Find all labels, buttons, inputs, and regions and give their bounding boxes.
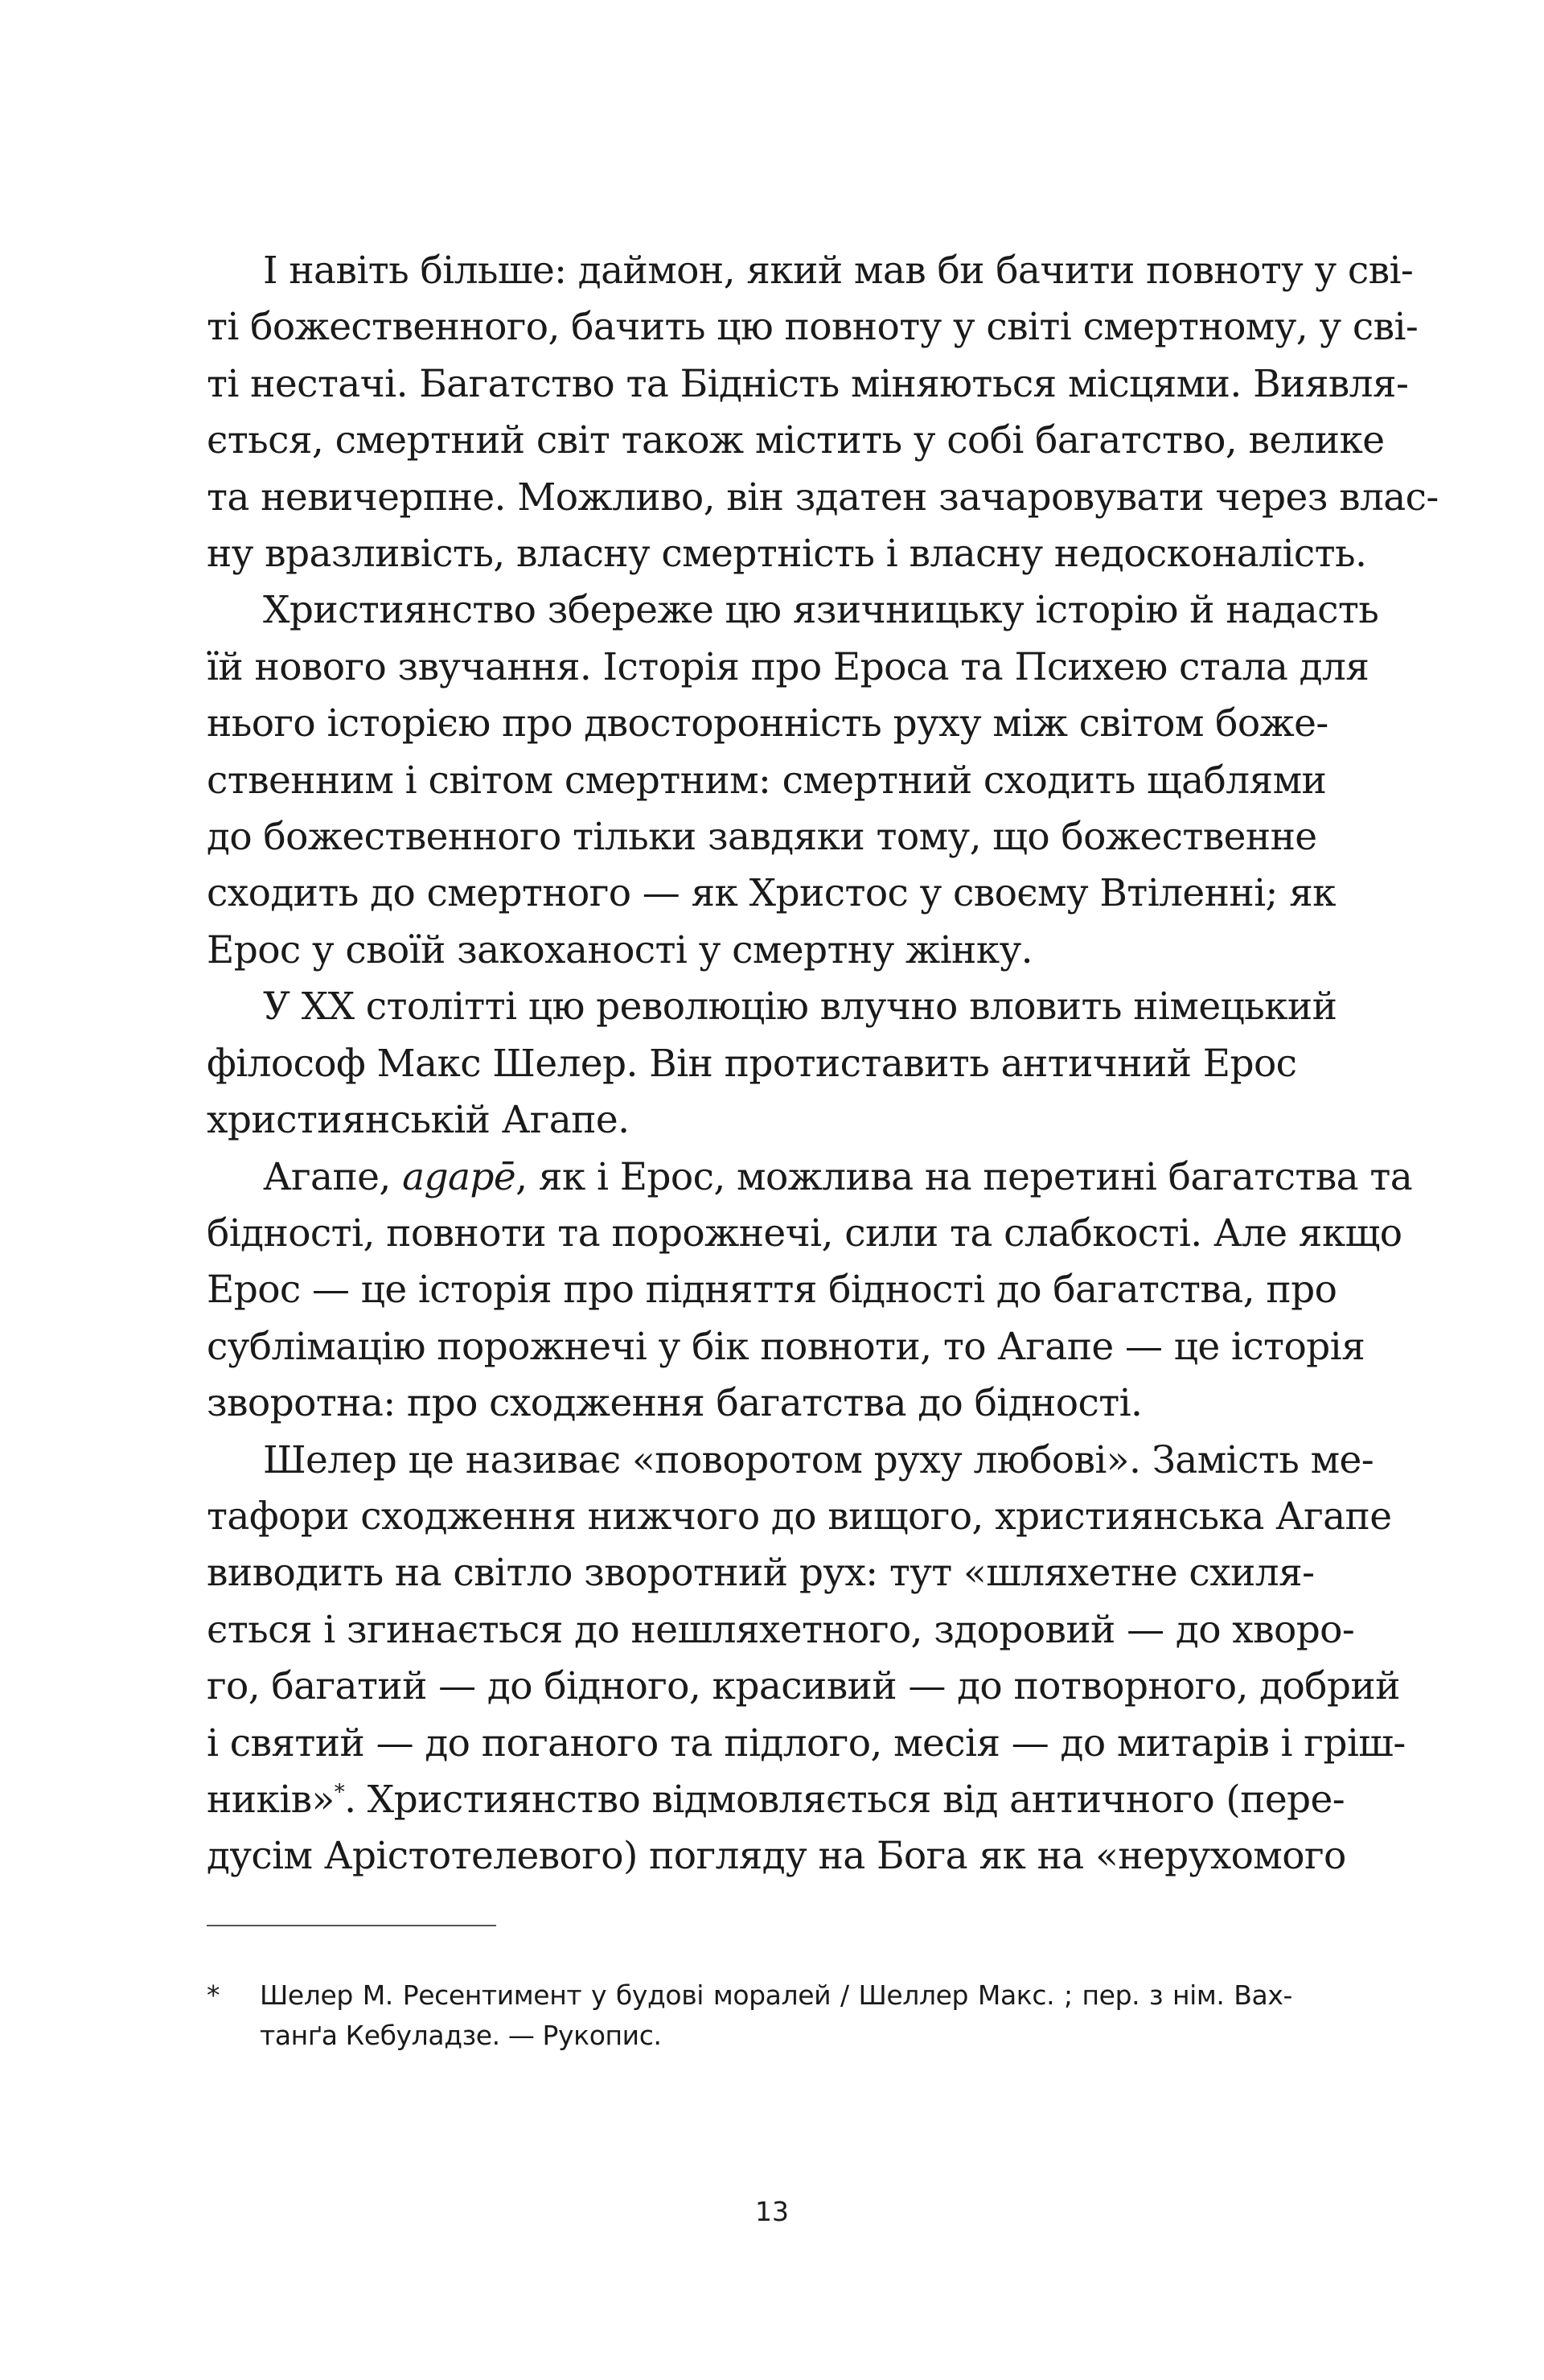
text-fragment: ників» (207, 1777, 335, 1822)
page-number: 13 (755, 2196, 789, 2227)
footnote-divider (207, 1925, 496, 1926)
paragraph-5 (207, 1433, 1406, 1885)
paragraph-3 (207, 979, 1337, 1149)
text-line: Християнство збереже цю язичницьку історію й надасть (263, 588, 1379, 633)
text-line: Шелер це називає «поворотом руху любові». Замість ме- (263, 1437, 1374, 1482)
text-line: виводить на світло зворотний рух: тут «шляхетне схиля- (207, 1551, 1315, 1596)
text-line: і святий — до поганого та підлого, месія — до митарів і гріш- (207, 1720, 1406, 1765)
text-line: дусім Арістотелевого) погляду на Бога як на «нерухомого (207, 1834, 1346, 1879)
text-fragment: Агапе, (263, 1154, 403, 1199)
text-line: ственним і світом смертним: смертний сходить щаблями (207, 758, 1327, 803)
text-line: ється, смертний світ також містить у собі багатство, велике (207, 418, 1385, 463)
footnote-mark: * (207, 1979, 220, 2011)
main-text (207, 243, 1439, 1885)
footnote (207, 1975, 1292, 2056)
footnote-line: Шелер М. Ресентимент у будові моралей / Шеллер Макс. ; пер. з нім. Вах- (260, 1979, 1292, 2011)
text-line: та невичерпне. Можливо, він здатен зачаровувати через влас- (207, 475, 1439, 520)
footnote-text (260, 1975, 1292, 2056)
text-line: Ерос — це історія про підняття бідності до багатства, про (207, 1268, 1337, 1313)
text-line: ті божественного, бачить цю повноту у світі смертному, у сві- (207, 305, 1419, 350)
text-line: ті нестачі. Багатство та Бідність міняються місцями. Виявля- (207, 361, 1409, 406)
paragraph-4 (207, 1149, 1413, 1433)
text-line: ну вразливість, власну смертність і власну недосконалість. (207, 532, 1367, 577)
footnote-reference[interactable]: * (334, 1780, 345, 1805)
footnote-line: танґа Кебуладзе. — Рукопис. (260, 2020, 662, 2051)
text-line: сходить до смертного — як Христос у своєму Втіленні; як (207, 871, 1336, 916)
paragraph-2 (207, 582, 1379, 979)
text-line: нього історією про двосторонність руху між світом боже- (207, 701, 1328, 746)
text-line (207, 1149, 1413, 1206)
text-line: бідності, повноти та порожнечі, сили та слабкості. Але якщо (207, 1211, 1402, 1256)
text-line: тафори сходження нижчого до вищого, християнська Агапе (207, 1494, 1392, 1539)
text-line: зворотна: про сходження багатства до бідності. (207, 1381, 1143, 1426)
text-line: філософ Макс Шелер. Він протиставить античний Ерос (207, 1041, 1297, 1086)
text-line (207, 1772, 1345, 1828)
text-fragment: . Християнство відмовляється від античного (пере- (344, 1777, 1345, 1822)
text-line: го, багатий — до бідного, красивий — до потворного, добрий (207, 1664, 1400, 1709)
text-line: до божественного тільки завдяки тому, що божественне (207, 815, 1317, 860)
text-fragment: , як і Ерос, можлива на перетині багатства та (515, 1154, 1413, 1199)
text-line: Ерос у своїй закоханості у смертну жінку. (207, 927, 1033, 972)
text-line: сублімацію порожнечі у бік повноти, то Агапе — це історія (207, 1324, 1365, 1369)
text-line: У XX столітті цю революцію влучно вловить німецький (263, 984, 1337, 1030)
text-line: ється і згинається до нешляхетного, здоровий — до хворо- (207, 1607, 1355, 1652)
text-line: християнській Агапе. (207, 1098, 630, 1143)
text-line: І навіть більше: даймон, який мав би бачити повноту у сві- (263, 249, 1414, 293)
greek-term: agapē (402, 1154, 516, 1199)
paragraph-1 (207, 243, 1439, 582)
text-line: їй нового звучання. Історія про Ероса та Психею стала для (207, 644, 1369, 689)
